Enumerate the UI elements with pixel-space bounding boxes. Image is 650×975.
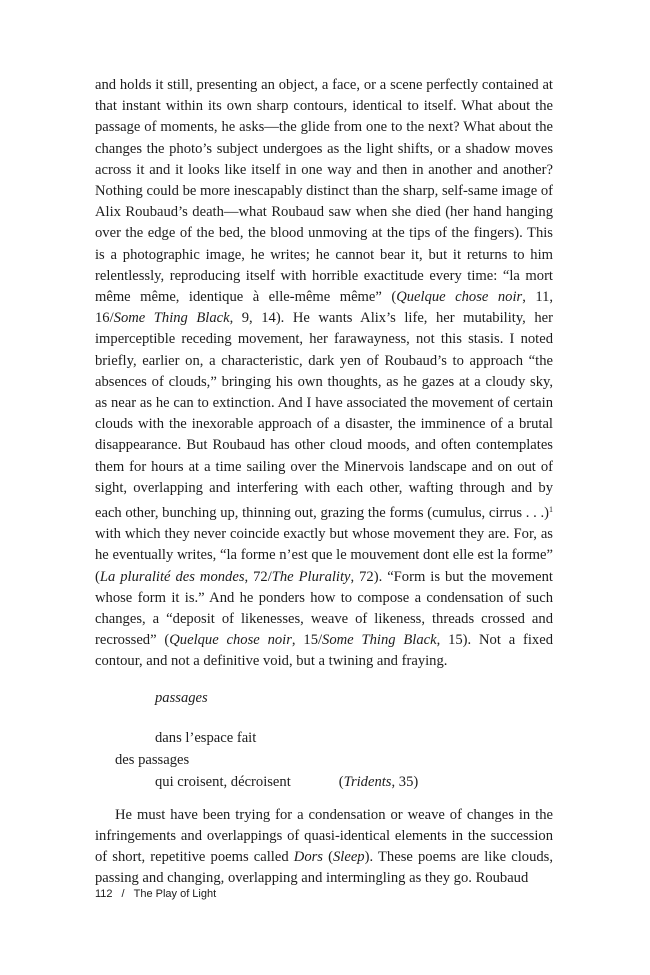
text-run: , 72/ xyxy=(244,568,272,585)
verse-line-3 xyxy=(95,771,553,793)
citation-title: Tridents xyxy=(343,773,392,790)
verse-citation xyxy=(339,774,419,790)
page-body xyxy=(95,75,553,890)
text-run: ). These poems are like clouds, passing and changing, overlapping and intermingling as they go. Roubaud xyxy=(95,849,553,887)
text-run: , 11, 16/ xyxy=(95,289,554,327)
section-gap xyxy=(95,793,553,805)
verse-title: passages xyxy=(155,689,208,706)
italic-title: La pluralité des mondes xyxy=(99,568,245,585)
italic-title: Dors xyxy=(293,849,323,866)
text-run: , 15). Not a fixed contour, and not a definitive void, but a twining and fraying. xyxy=(95,632,553,670)
italic-title: Quelque chose noir xyxy=(169,632,292,649)
italic-title: Some Thing Black xyxy=(322,632,437,649)
text-run: with which they never coincide exactly but whose movement they are. For, as he eventually writes, “la forme n’est que le mouvement dont elle est la forme” ( xyxy=(95,526,553,585)
text-run: , 15/ xyxy=(291,632,323,649)
body-paragraph-1 xyxy=(95,75,553,673)
text-run: He must have been trying for a condensation or weave of changes in the infringements and overlappings of quasi-identical elements in the succession of short, repetitive poems called xyxy=(95,806,553,866)
italic-title: Sleep xyxy=(333,849,365,866)
text-run: , 72). “Form is but the movement whose form it is.” And he ponders how to compose a condensation of such changes, a “deposit of likenesses, weave of likeness, threads crossed and recrossed” ( xyxy=(95,568,553,649)
text-run: and holds it still, presenting an object, a face, or a scene perfectly contained at that instant within its own sharp contours, identical to itself. What about the passage of moments, he asks—the glide from one to the next? What about the changes the photo’s subject undergoes as the light shifts, or a shadow moves across it and it looks like itself in one way and then in another and another? Nothing could be more inescapably distinct than the sharp, self-same image of Alix Roubaud’s death—what Roubaud saw when she died (her hand hanging over the edge of the bed, the blood unmoving at the tips of the fingers). This is a photographic image, he writes; he cannot bear it, but it returns to him relentlessly, reproducing itself with horrible exactitude every time: “la mort même même, identique à elle-même même” ( xyxy=(95,77,553,306)
text-run: ( xyxy=(322,849,333,866)
running-title: The Play of Light xyxy=(133,888,217,900)
italic-title: Some Thing Black xyxy=(113,310,230,327)
page-number: 112 xyxy=(95,888,113,900)
citation-open: ( xyxy=(338,773,344,790)
page-footer xyxy=(95,888,216,900)
footnote-marker: 1 xyxy=(549,505,553,515)
verse-line-3-text: qui croisent, décroisent xyxy=(155,773,291,790)
body-paragraph-2 xyxy=(95,805,553,890)
citation-page: , 35) xyxy=(391,773,419,790)
text-run: , 9, 14). He wants Alix’s life, her mutability, her imperceptible receding movement, her farawayness, not this stasis. I noted briefly, earlier on, a characteristic, dark yen of Roubaud’s to approach “the absences of clouds,” bringing his own thoughts, as he gazes at a cloudy sky, as near as he can to extinction. And I have associated the movement of certain clouds with the inexorable approach of a disaster, the imminence of a brutal disappearance. But Roubaud has other cloud moods, and often contemplates them for hours at a time sailing over the Minervois landscape and on out of sight, overlapping and interfering with each other, wafting through and by each other, bunching up, thinning out, grazing the forms (cumulus, cirrus . . .) xyxy=(95,310,553,522)
italic-title: Quelque chose noir xyxy=(396,289,523,306)
footer-separator: / xyxy=(121,888,125,900)
verse-line-2: des passages xyxy=(115,751,190,768)
verse-stanza-gap xyxy=(95,715,553,727)
italic-title: The Plurality xyxy=(271,568,351,585)
verse-line-1: dans l’espace fait xyxy=(155,729,257,746)
